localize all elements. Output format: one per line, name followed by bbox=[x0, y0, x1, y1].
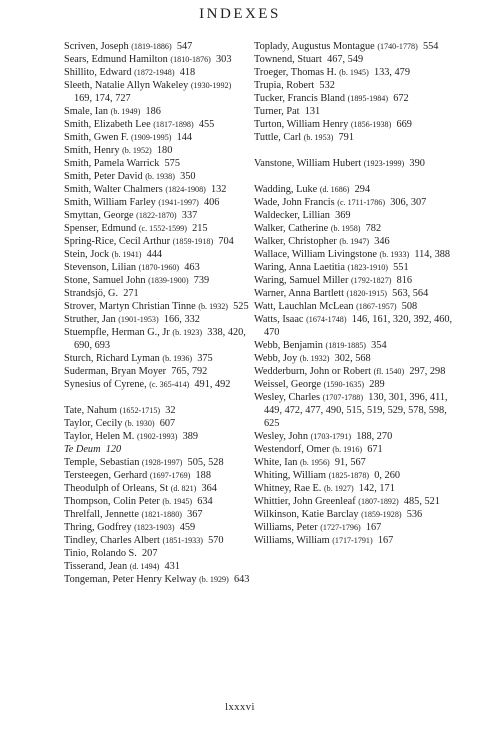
index-entry bbox=[64, 430, 250, 443]
index-entry bbox=[254, 469, 454, 482]
index-entry bbox=[64, 274, 250, 287]
index-entry bbox=[254, 352, 454, 365]
entry-name: Williams, Peter bbox=[254, 522, 318, 533]
entry-dates: (1859-1918) bbox=[172, 237, 214, 246]
index-entry bbox=[64, 209, 250, 222]
index-entry bbox=[254, 66, 454, 79]
entry-name: Waldecker, Lillian bbox=[254, 210, 330, 221]
index-entry bbox=[254, 248, 454, 261]
index-entry bbox=[64, 404, 250, 417]
entry-name: Trupia, Robert bbox=[254, 80, 315, 91]
entry-dates: (b. 1949) bbox=[110, 107, 141, 116]
entry-pages: 505, 528 bbox=[187, 457, 224, 468]
index-entry bbox=[64, 365, 250, 378]
entry-pages: 166, 332 bbox=[163, 314, 200, 325]
entry-dates: (1823-1910) bbox=[347, 263, 388, 272]
entry-pages: 782 bbox=[365, 223, 382, 234]
entry-name: Waring, Samuel Miller bbox=[254, 275, 349, 286]
entry-pages: 167 bbox=[365, 522, 382, 533]
entry-pages: 289 bbox=[369, 379, 385, 390]
entry-dates: (b. 1927) bbox=[323, 484, 354, 493]
index-column-left bbox=[64, 40, 250, 586]
entry-name: Watt, Lauchlan McLean bbox=[254, 301, 354, 312]
entry-name: Sleeth, Natalie Allyn Wakeley bbox=[64, 80, 189, 91]
entry-name: Tinio, Rolando S. bbox=[64, 548, 137, 559]
entry-dates: (1810-1876) bbox=[170, 55, 211, 64]
entry-pages: 418 bbox=[179, 67, 196, 78]
entry-name: Whitney, Rae E. bbox=[254, 483, 322, 494]
index-entry bbox=[64, 352, 250, 365]
entry-dates: (1740-1778) bbox=[377, 42, 418, 51]
entry-dates: (1872-1948) bbox=[134, 68, 175, 77]
index-entry bbox=[64, 417, 250, 430]
index-entry bbox=[254, 118, 454, 131]
entry-pages: 459 bbox=[179, 522, 196, 533]
entry-pages: 120 bbox=[105, 444, 122, 455]
entry-pages: 508 bbox=[401, 301, 418, 312]
entry-name: Tersteegen, Gerhard bbox=[64, 470, 148, 481]
entry-pages: 406 bbox=[203, 197, 220, 208]
entry-name: Tuttle, Carl bbox=[254, 132, 302, 143]
entry-dates: (d. 821) bbox=[170, 484, 197, 493]
entry-dates: (b. 1916) bbox=[332, 445, 363, 454]
entry-pages: 765, 792 bbox=[171, 366, 208, 377]
entry-name: Suderman, Bryan Moyer bbox=[64, 366, 167, 377]
entry-dates: (b. 1923) bbox=[172, 328, 203, 337]
entry-pages: 444 bbox=[146, 249, 163, 260]
entry-pages: 32 bbox=[165, 405, 176, 416]
entry-dates: (1930-1992) bbox=[190, 81, 232, 90]
entry-name: Wilkinson, Katie Barclay bbox=[254, 509, 359, 520]
index-entry bbox=[254, 261, 454, 274]
entry-dates: (1902-1993) bbox=[136, 432, 178, 441]
entry-pages: 463 bbox=[184, 262, 200, 273]
entry-name: Tongeman, Peter Henry Kelway bbox=[64, 574, 197, 585]
index-column-right bbox=[254, 40, 454, 547]
entry-pages: 354 bbox=[371, 340, 387, 351]
entry-pages: 306, 307 bbox=[390, 197, 427, 208]
entry-name: Tisserand, Jean bbox=[64, 561, 128, 572]
index-entry bbox=[64, 287, 250, 300]
entry-name: Synesius of Cyrene, bbox=[64, 379, 147, 390]
entry-name: Walker, Christopher bbox=[254, 236, 337, 247]
index-entry bbox=[64, 469, 250, 482]
entry-name: Turner, Pat bbox=[254, 106, 300, 117]
index-entry bbox=[64, 300, 250, 313]
entry-pages: 671 bbox=[367, 444, 383, 455]
entry-pages: 672 bbox=[393, 93, 409, 104]
entry-name: Turton, William Henry bbox=[254, 119, 349, 130]
entry-dates: (1851-1933) bbox=[162, 536, 203, 545]
index-entry bbox=[254, 92, 454, 105]
entry-dates: (1824-1908) bbox=[165, 185, 206, 194]
entry-dates: (fl. 1540) bbox=[373, 367, 405, 376]
entry-dates: (b. 1932) bbox=[198, 302, 228, 311]
entry-pages: 570 bbox=[208, 535, 224, 546]
index-entry bbox=[254, 482, 454, 495]
entry-dates: (1590-1635) bbox=[323, 380, 365, 389]
entry-dates: (c. 365-414) bbox=[149, 380, 190, 389]
index-entry bbox=[64, 131, 250, 144]
entry-dates: (1895-1984) bbox=[347, 94, 389, 103]
entry-dates: (1819-1885) bbox=[325, 341, 366, 350]
entry-dates: (1807-1892) bbox=[358, 497, 399, 506]
entry-dates: (1909-1995) bbox=[130, 133, 172, 142]
index-entry bbox=[64, 521, 250, 534]
entry-name: Wade, John Francis bbox=[254, 197, 335, 208]
entry-dates: (1817-1898) bbox=[153, 120, 194, 129]
entry-pages: 142, 171 bbox=[358, 483, 395, 494]
entry-name: Tate, Nahum bbox=[64, 405, 118, 416]
entry-pages: 491, 492 bbox=[194, 379, 231, 390]
entry-name: Thring, Godfrey bbox=[64, 522, 132, 533]
entry-dates: (b. 1941) bbox=[111, 250, 142, 259]
index-entry bbox=[254, 521, 454, 534]
entry-dates: (b. 1938) bbox=[145, 172, 175, 181]
entry-name: Smale, Ian bbox=[64, 106, 109, 117]
index-entry bbox=[254, 131, 454, 144]
entry-name: Smith, Pamela Warrick bbox=[64, 158, 160, 169]
index-entry bbox=[64, 53, 250, 66]
index-entry bbox=[64, 157, 250, 170]
entry-name: Watts, Isaac bbox=[254, 314, 304, 325]
index-entry bbox=[64, 222, 250, 235]
index-entry bbox=[254, 430, 454, 443]
entry-pages: 547 bbox=[176, 41, 193, 52]
index-entry bbox=[64, 573, 250, 586]
entry-dates: (b. 1929) bbox=[199, 575, 229, 584]
entry-name: Wesley, John bbox=[254, 431, 308, 442]
index-entry bbox=[64, 235, 250, 248]
entry-name: Waring, Anna Laetitia bbox=[254, 262, 345, 273]
entry-pages: 133, 479 bbox=[373, 67, 410, 78]
index-entry bbox=[254, 196, 454, 209]
index-entry bbox=[254, 300, 454, 313]
entry-pages: 390 bbox=[409, 158, 425, 169]
entry-name: Sturch, Richard Lyman bbox=[64, 353, 160, 364]
entry-name: Stevenson, Lilian bbox=[64, 262, 137, 273]
entry-dates: (1717-1791) bbox=[332, 536, 373, 545]
entry-pages: 132 bbox=[211, 184, 227, 195]
entry-dates: (b. 1932) bbox=[299, 354, 330, 363]
page-number: lxxxvi bbox=[225, 702, 255, 713]
entry-dates: (1856-1938) bbox=[350, 120, 392, 129]
entry-pages: 607 bbox=[159, 418, 176, 429]
entry-pages: 455 bbox=[198, 119, 215, 130]
entry-name: Wesley, Charles bbox=[254, 392, 320, 403]
entry-dates: (1727-1796) bbox=[320, 523, 361, 532]
entry-name: Smith, Peter David bbox=[64, 171, 143, 182]
entry-pages: 350 bbox=[180, 171, 196, 182]
entry-name: Warner, Anna Bartlett bbox=[254, 288, 344, 299]
index-entry bbox=[64, 547, 250, 560]
entry-pages: 130, 301, 396, 411, 449, 472, 477, 490, 515, 519, 529, 578, 598, 625 bbox=[264, 392, 448, 429]
entry-pages: 169, 174, 727 bbox=[74, 93, 131, 104]
entry-pages: 114, 388 bbox=[414, 249, 451, 260]
entry-name: Smith, William Farley bbox=[64, 197, 156, 208]
entry-name: Weissel, George bbox=[254, 379, 322, 390]
index-entry bbox=[64, 105, 250, 118]
index-entry bbox=[64, 66, 250, 79]
entry-pages: 167 bbox=[377, 535, 394, 546]
entry-name: Wadding, Luke bbox=[254, 184, 318, 195]
entry-dates: (1870-1960) bbox=[138, 263, 180, 272]
entry-dates: (b. 1933) bbox=[379, 250, 410, 259]
entry-name: Strandsjö, G. bbox=[64, 288, 119, 299]
index-entry bbox=[254, 79, 454, 92]
entry-pages: 271 bbox=[123, 288, 139, 299]
index-entry bbox=[254, 313, 454, 339]
index-entry bbox=[64, 443, 250, 456]
index-entry bbox=[64, 79, 250, 105]
entry-name: Troeger, Thomas H. bbox=[254, 67, 337, 78]
entry-pages: 467, 549 bbox=[327, 54, 364, 65]
entry-pages: 369 bbox=[335, 210, 351, 221]
index-entry bbox=[64, 170, 250, 183]
entry-name: Temple, Sebastian bbox=[64, 457, 140, 468]
entry-dates: (d. 1494) bbox=[129, 562, 160, 571]
entry-dates: (b. 1952) bbox=[122, 146, 152, 155]
entry-dates: (1941-1997) bbox=[158, 198, 199, 207]
entry-name: Stone, Samuel John bbox=[64, 275, 146, 286]
entry-dates: (b. 1936) bbox=[162, 354, 193, 363]
entry-name: Spenser, Edmund bbox=[64, 223, 137, 234]
entry-name: Thompson, Colin Peter bbox=[64, 496, 160, 507]
entry-dates: (1707-1788) bbox=[322, 393, 364, 402]
entry-dates: (1703-1791) bbox=[310, 432, 352, 441]
entry-dates: (b. 1953) bbox=[303, 133, 334, 142]
index-entry bbox=[64, 144, 250, 157]
entry-dates: (b. 1958) bbox=[330, 224, 361, 233]
entry-pages: 536 bbox=[406, 509, 423, 520]
index-entry bbox=[254, 378, 454, 391]
entry-pages: 431 bbox=[164, 561, 180, 572]
entry-dates: (b. 1930) bbox=[124, 419, 155, 428]
entry-pages: 188 bbox=[195, 470, 211, 481]
index-entry bbox=[64, 248, 250, 261]
entry-name: Shillito, Edward bbox=[64, 67, 132, 78]
entry-dates: (c. 1711-1786) bbox=[337, 198, 386, 207]
entry-name: Smith, Gwen F. bbox=[64, 132, 129, 143]
index-entry bbox=[64, 40, 250, 53]
entry-pages: 669 bbox=[396, 119, 412, 130]
entry-name: Scriven, Joseph bbox=[64, 41, 129, 52]
index-entry bbox=[64, 534, 250, 547]
index-entry bbox=[254, 534, 454, 547]
entry-pages: 364 bbox=[201, 483, 217, 494]
index-entry bbox=[64, 183, 250, 196]
entry-name: Spring-Rice, Cecil Arthur bbox=[64, 236, 171, 247]
entry-pages: 180 bbox=[156, 145, 173, 156]
index-entry bbox=[254, 365, 454, 378]
entry-name: Townend, Stuart bbox=[254, 54, 322, 65]
index-entry bbox=[254, 53, 454, 66]
index-entry bbox=[64, 495, 250, 508]
index-entry bbox=[254, 105, 454, 118]
entry-name: Sears, Edmund Hamilton bbox=[64, 54, 168, 65]
entry-pages: 563, 564 bbox=[392, 288, 429, 299]
entry-dates: (b. 1945) bbox=[339, 68, 369, 77]
index-entry bbox=[64, 482, 250, 495]
entry-pages: 739 bbox=[193, 275, 210, 286]
entry-pages: 303 bbox=[216, 54, 232, 65]
entry-name: Smyttan, George bbox=[64, 210, 134, 221]
entry-name: Taylor, Helen M. bbox=[64, 431, 135, 442]
entry-pages: 367 bbox=[187, 509, 203, 520]
index-entry bbox=[254, 443, 454, 456]
entry-name: Taylor, Cecily bbox=[64, 418, 123, 429]
entry-name: Williams, William bbox=[254, 535, 330, 546]
entry-name: Stein, Jock bbox=[64, 249, 110, 260]
index-entry bbox=[64, 118, 250, 131]
entry-pages: 791 bbox=[338, 132, 354, 143]
entry-name: Whittier, John Greenleaf bbox=[254, 496, 356, 507]
entry-name: Wallace, William Livingstone bbox=[254, 249, 377, 260]
index-entry bbox=[254, 209, 454, 222]
entry-dates: (1822-1870) bbox=[136, 211, 177, 220]
entry-dates: (1825-1878) bbox=[328, 471, 370, 480]
index-entry bbox=[254, 235, 454, 248]
entry-dates: (1820-1915) bbox=[346, 289, 388, 298]
entry-name: Westendorf, Omer bbox=[254, 444, 330, 455]
index-entry bbox=[254, 508, 454, 521]
entry-dates: (1839-1900) bbox=[148, 276, 189, 285]
entry-pages: 375 bbox=[197, 353, 213, 364]
entry-dates: (d. 1686) bbox=[319, 185, 350, 194]
entry-name: Stuempfle, Herman G., Jr bbox=[64, 327, 170, 338]
entry-pages: 297, 298 bbox=[409, 366, 446, 377]
index-entry bbox=[254, 40, 454, 53]
index-entry bbox=[64, 326, 250, 352]
entry-pages: 207 bbox=[142, 548, 158, 559]
entry-name: Whiting, William bbox=[254, 470, 327, 481]
entry-dates: (1923-1999) bbox=[363, 159, 405, 168]
index-entry bbox=[64, 456, 250, 469]
entry-name: Smith, Elizabeth Lee bbox=[64, 119, 151, 130]
entry-pages: 144 bbox=[176, 132, 193, 143]
entry-dates: (1901-1953) bbox=[118, 315, 159, 324]
entry-pages: 215 bbox=[192, 223, 208, 234]
entry-dates: (b. 1956) bbox=[300, 458, 330, 467]
entry-name: Tucker, Francis Bland bbox=[254, 93, 346, 104]
entry-pages: 346 bbox=[374, 236, 390, 247]
entry-pages: 294 bbox=[354, 184, 371, 195]
entry-pages: 0, 260 bbox=[374, 470, 400, 481]
index-entry bbox=[254, 274, 454, 287]
entry-name: Theodulph of Orleans, St bbox=[64, 483, 169, 494]
index-entry bbox=[64, 378, 250, 391]
entry-pages: 146, 161, 320, 392, 460, 470 bbox=[264, 314, 453, 338]
entry-pages: 532 bbox=[319, 80, 335, 91]
index-entry bbox=[254, 222, 454, 235]
entry-name: Walker, Catherine bbox=[254, 223, 329, 234]
entry-dates: (1823-1903) bbox=[134, 523, 175, 532]
entry-name: White, Ian bbox=[254, 457, 298, 468]
index-entry bbox=[254, 287, 454, 300]
entry-name: Struther, Jan bbox=[64, 314, 116, 325]
index-entry bbox=[64, 313, 250, 326]
entry-pages: 634 bbox=[197, 496, 213, 507]
entry-dates: (1652-1715) bbox=[119, 406, 161, 415]
entry-dates: (1859-1928) bbox=[361, 510, 402, 519]
entry-name: Smith, Walter Chalmers bbox=[64, 184, 163, 195]
entry-pages: 525 bbox=[233, 301, 249, 312]
entry-pages: 337 bbox=[181, 210, 198, 221]
entry-pages: 485, 521 bbox=[403, 496, 440, 507]
index-entry bbox=[254, 183, 454, 196]
entry-name: Te Deum bbox=[64, 444, 101, 455]
entry-pages: 643 bbox=[233, 574, 250, 585]
index-entry bbox=[254, 456, 454, 469]
index-entry bbox=[254, 495, 454, 508]
entry-dates: (1697-1769) bbox=[149, 471, 191, 480]
entry-name: Tindley, Charles Albert bbox=[64, 535, 160, 546]
entry-pages: 704 bbox=[218, 236, 234, 247]
entry-pages: 389 bbox=[182, 431, 199, 442]
entry-pages: 186 bbox=[145, 106, 161, 117]
entry-name: Vanstone, William Hubert bbox=[254, 158, 362, 169]
entry-pages: 131 bbox=[304, 106, 321, 117]
entry-dates: (b. 1947) bbox=[339, 237, 370, 246]
index-entry bbox=[64, 560, 250, 573]
index-entry bbox=[254, 339, 454, 352]
entry-pages: 338, 420, 690, 693 bbox=[74, 327, 246, 351]
section-gap bbox=[254, 144, 454, 157]
entry-dates: (1928-1997) bbox=[141, 458, 183, 467]
entry-name: Wedderburn, John or Robert bbox=[254, 366, 371, 377]
entry-dates: (1674-1748) bbox=[306, 315, 347, 324]
index-entry bbox=[254, 391, 454, 430]
index-entry bbox=[64, 508, 250, 521]
entry-pages: 302, 568 bbox=[334, 353, 371, 364]
entry-dates: (b. 1945) bbox=[162, 497, 193, 506]
entry-name: Threlfall, Jennette bbox=[64, 509, 139, 520]
page-header: INDEXES bbox=[199, 6, 281, 22]
entry-name: Webb, Joy bbox=[254, 353, 298, 364]
entry-dates: (c. 1552-1599) bbox=[138, 224, 187, 233]
entry-dates: (1867-1957) bbox=[356, 302, 397, 311]
entry-pages: 554 bbox=[422, 41, 439, 52]
index-entry bbox=[64, 196, 250, 209]
entry-pages: 816 bbox=[396, 275, 413, 286]
section-gap bbox=[64, 391, 250, 404]
index-entry bbox=[64, 261, 250, 274]
index-entry bbox=[254, 157, 454, 170]
entry-name: Smith, Henry bbox=[64, 145, 120, 156]
entry-pages: 551 bbox=[393, 262, 409, 273]
entry-name: Webb, Benjamin bbox=[254, 340, 323, 351]
entry-name: Toplady, Augustus Montague bbox=[254, 41, 375, 52]
entry-pages: 91, 567 bbox=[334, 457, 366, 468]
section-gap bbox=[254, 170, 454, 183]
entry-pages: 188, 270 bbox=[356, 431, 393, 442]
entry-dates: (1792-1827) bbox=[350, 276, 392, 285]
entry-name: Strover, Martyn Christian Tinne bbox=[64, 301, 196, 312]
entry-dates: (1819-1886) bbox=[131, 42, 172, 51]
entry-pages: 575 bbox=[164, 158, 180, 169]
entry-dates: (1821-1880) bbox=[141, 510, 182, 519]
